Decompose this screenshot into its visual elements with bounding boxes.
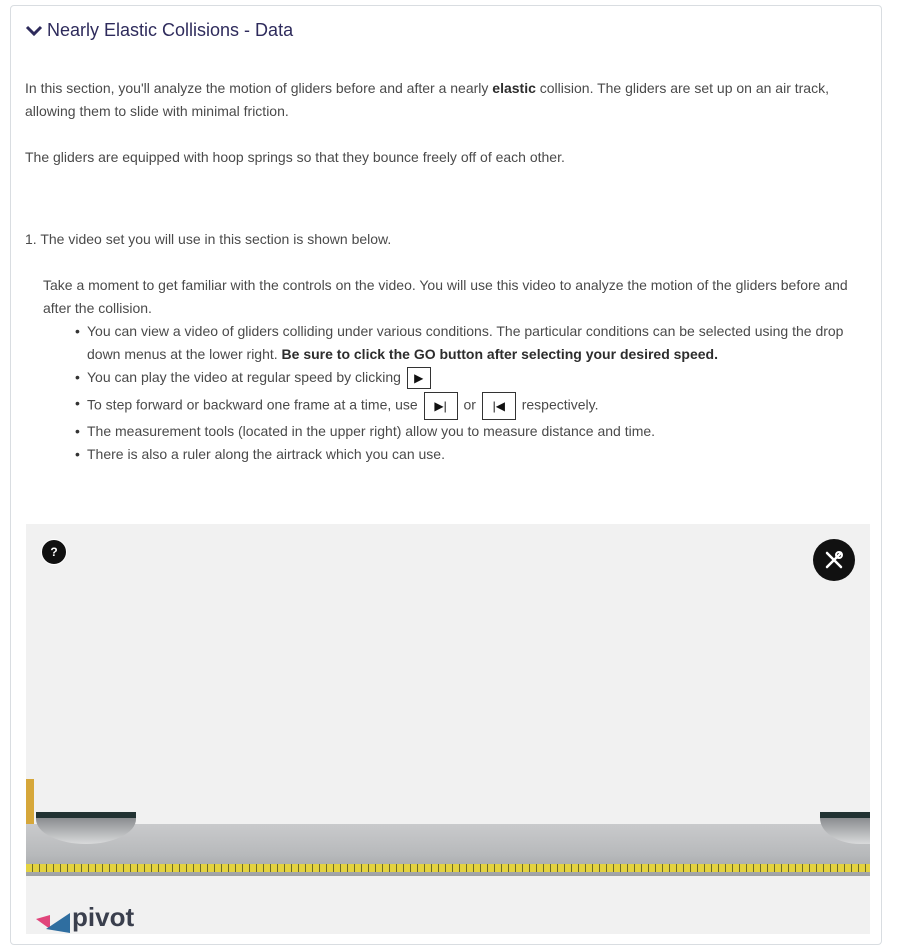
pivot-logo [36,902,134,933]
list-item [75,366,865,389]
bullet-text: You can view a video of gliders colliding under various conditions. The particular conditions can be selected using the drop down menus at the lower right. [87,323,844,362]
bullet-text: respectively. [521,397,599,413]
question-text: The video set you will use in this section is shown below. [40,231,392,247]
intro-text-end: collision. The gliders are set up on an air track, allowing them to slide with minimal friction. [25,80,829,119]
chevron-down-icon [25,22,43,40]
intro-text-start: In this section, you'll analyze the motion of gliders before and after a nearly [25,80,493,96]
help-button[interactable]: ? [41,539,67,565]
list-item [75,392,865,420]
video-player[interactable] [26,524,870,934]
step-backward-sample: |◀ [482,392,516,420]
intro-paragraph-2: The gliders are equipped with hoop springs so that they bounce freely off of each other. [25,149,565,165]
bullet-text: You can play the video at regular speed by clicking [87,369,401,385]
pivot-logo-text: pivot [72,902,135,932]
intro-paragraph-1 [25,77,865,123]
section-header-toggle[interactable] [25,20,293,41]
intro-bold-word: elastic [492,80,536,96]
question-instructions: Take a moment to get familiar with the controls on the video. You will use this video to analyze the motion of the gliders before and after the collision. [43,277,848,316]
bullet-text: or [463,397,476,413]
bullet-text: To step forward or backward one frame at a time, use [87,397,418,413]
list-item: • The measurement tools (located in the upper right) allow you to measure distance and time. [75,420,865,443]
tools-icon [823,549,845,571]
question-number: 1. [25,231,37,247]
instruction-list [75,320,865,466]
bullet-bold-text: Be sure to click the GO button after selecting your desired speed. [281,346,718,362]
pivot-logo-icon [36,911,70,933]
play-button-sample: ▶ [407,367,431,389]
track-ruler [26,864,870,872]
content-panel [10,5,882,945]
step-forward-sample: ▶| [424,392,458,420]
list-item [75,320,865,366]
question-line [25,228,391,251]
measurement-tools-button[interactable] [813,539,855,581]
list-item: • There is also a ruler along the airtrack which you can use. [75,443,865,466]
section-title: Nearly Elastic Collisions - Data [47,20,294,40]
